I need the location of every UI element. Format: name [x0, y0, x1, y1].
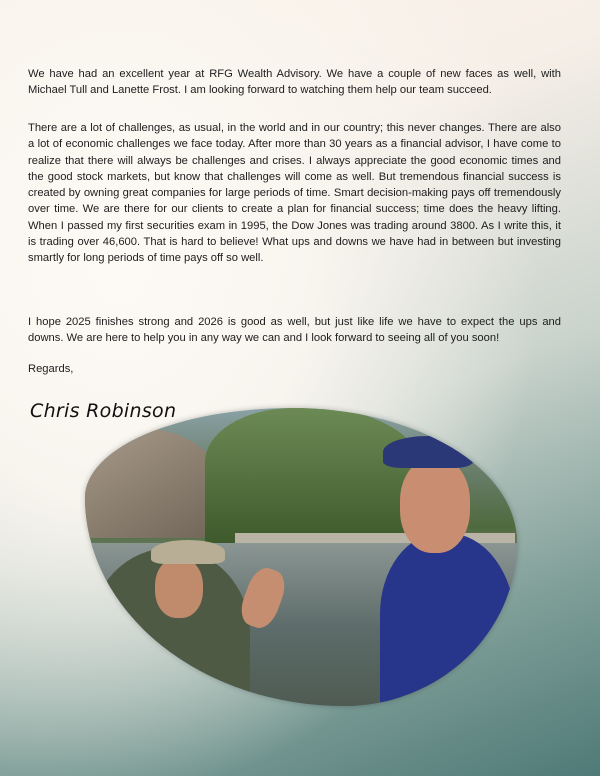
- paragraph-text: We have had an excellent year at RFG Wealth Advisory. We have a couple of new faces as well, with Michael Tull and Lanette Frost. I am looking forward to watching them help our team succeed.: [28, 68, 561, 97]
- paragraph-closing: [28, 314, 561, 347]
- photo-hat-left: [151, 540, 225, 564]
- photo-face-left: [155, 558, 203, 618]
- photo-cliff: [85, 428, 225, 538]
- paragraph-text: I hope 2025 finishes strong and 2026 is good as well, but just like life we have to expect the ups and downs. We are here to help you in any way we can and I look forward to seeing all of you soon!: [28, 316, 561, 345]
- photo-hat-right: [383, 436, 473, 468]
- closing-regards: Regards,: [28, 363, 74, 375]
- photo-man-right: [380, 533, 515, 706]
- photo-face-right: [400, 458, 470, 553]
- photo-two-men-fishing-river: [85, 408, 517, 706]
- photo-trees: [205, 408, 425, 543]
- paragraph-intro: [28, 66, 561, 99]
- signature: Chris Robinson: [30, 400, 177, 422]
- paragraph-text: There are a lot of challenges, as usual, in the world and in our country; this never changes. There are also a lot of economic challenges we face today. After more than 30 years as a financial advisor, I have come to realize that there will always be challenges and crises. I always appreciate the good economic times and the good stock markets, but know that challenges will come as well. But tremendous financial success is created by owning great companies for large periods of time. Smart decision-making pays off tremendously over time. We are there for our clients to create a plan for financial success; time does the heavy lifting. When I passed my first securities exam in 1995, the Dow Jones was trading around 3800. As I write this, it is trading over 46,600. That is hard to believe! What ups and downs we have had in between but investing smartly for long periods of time pays off so well.: [28, 122, 561, 265]
- paragraph-challenges: [28, 120, 561, 267]
